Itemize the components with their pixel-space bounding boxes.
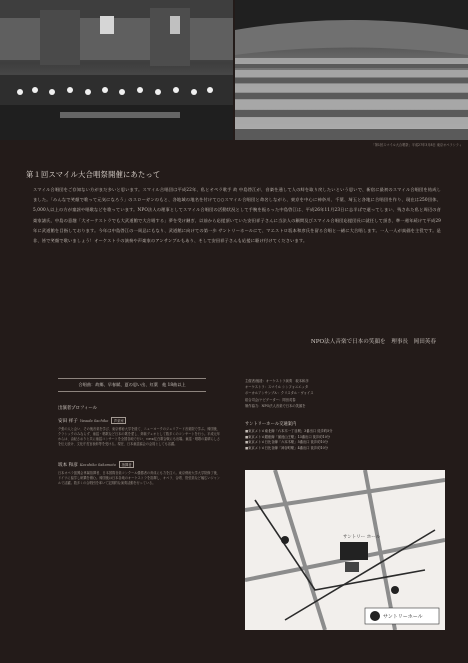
photo-caption: 「第1回スマイル大合唱祭」平成27年3月8日 東京オペラシティ xyxy=(371,143,462,147)
header-photos xyxy=(0,0,468,140)
map-hall-marker-label: サントリー ホール xyxy=(343,535,381,540)
credit-line: オーケストラ：スマイル シンフォニエッタ xyxy=(245,385,309,390)
artist2-bio: 日本オペラ振興会専属指揮者、日本国際音楽コンクール優勝者の育成にも力を注ぐ。東京藝術大学大学院修了後、ドイツに留学し研鑽を積む。帰国後は日本各地のオーケストラを指揮し、オペラ、合唱、管弦楽など幅広いジャンルで活躍。数多くの合唱団を率いて定期的な演奏活動を行っている。 xyxy=(58,471,220,486)
artist2-romaji: Kazuhiko Sakamoto xyxy=(79,463,116,468)
concert-photo-audience xyxy=(235,0,468,140)
artist2-name: 坂本 和彦 xyxy=(58,463,78,469)
map-hall-label: サントリーホール xyxy=(383,614,423,620)
access-map xyxy=(245,470,445,630)
credit-line: 主催者/後援：オーケストラ演奏 坂本和彦 xyxy=(245,379,309,383)
artists-heading: 出演者プロフィール xyxy=(58,406,98,411)
section-title: 第１回スマイル大合唱祭開催にあたって xyxy=(26,170,161,179)
access-line: ■東京メトロ日比谷線「神谷町駅」4番出口 徒歩約10分 xyxy=(245,446,328,451)
event-info xyxy=(245,378,445,452)
credit-line: 制作協力：NPO法人音楽で日本の笑顔を xyxy=(245,403,306,408)
signature: NPO法人音楽で日本の笑顔を 理事長 岡田英春 xyxy=(310,339,436,345)
artist1-role: 声楽家 xyxy=(111,417,126,424)
song-list-box: 合唱曲：故郷、早春賦、夏の思い出、紅葉 他 18曲以上 xyxy=(58,378,206,392)
artist2-name-row xyxy=(58,461,220,468)
artist-profiles xyxy=(58,405,220,486)
map-illustration xyxy=(245,470,445,630)
access-title: サントリーホール交通案内 xyxy=(245,422,297,428)
artist1-name-row xyxy=(58,417,220,424)
main-paragraph: スマイル合唱団をご存知ない方がまだ多いと思います。スマイル合唱団は平成22年、私とオペラ歌手 故 中島啓江が、音楽を通して人の絆を取り戻したいという思いで、新宿に最初のスマイル合唱団を結成しました。「みんなで笑顔で歌って元気になろう」のスローガンのもと、各地域の地名を付けて○○スマイル合唱団と命名しながら、東京を中心に神奈川、千葉、埼玉と各地に合唱団を作り、現在は250団体、5,000人以上の方が童謡や唱歌などを歌っています。NPO法人の理事としてスマイル合唱団の活動状況として手腕を振るった中島啓江は、平成26年11月23日に志半ばで逝ってしまい、残された私と周辺の音楽家諸氏、中島の意趣「大オーケストラでも大武道館で大合唱する」夢を受け継ぎ、以前から応援頂いていた安田祥子さんに当法人の顧問及びスマイル合唱団応援団長に就任して頂き、準一週年続けて平成29年に武道館を目指しております。今年は中島啓江の一周忌にもなり、武道館に向けての第一歩 サントリーホールにて、マエストロ坂本和彦氏を留る合唱と一緒に大合唱します。一人一人が真価を主役です。是非、皆で笑顔で歌いましょう！オーケストラの演奏や声楽家のアンサンブルもあり、そして安田祥子さんも応援に駆け付けてくださいます。 xyxy=(33,188,441,245)
stage-illustration xyxy=(0,0,233,140)
credits-list xyxy=(245,378,445,409)
access-line: ■東京メトロ南北線「六本木一丁目駅」3番出口 徒歩約5分 xyxy=(245,429,333,434)
credit-line: 総合司会/ナビゲーター：岡田英春 xyxy=(245,397,296,402)
artist1-bio: 夕張の人と会い、その後音楽を学び、東京藝術大学を経て、ニューヨークのジュリアード音楽院で学ぶ。帰国後、クラシックのみならず、童謡・唱歌など日本の歌を愛し、姉妹デュオとして数多くのコンサートを行う。平成元年からは、由紀さおりと共に童謡コンサートを全国各地で行い、NHK紅白歌合戦にも出場。童謡・唱歌の素晴らしさを伝え続け、文化庁長官表彰等を受ける。現在、日本童謡協会の会員としても活躍。 xyxy=(58,427,220,447)
access-list xyxy=(245,429,445,452)
audience-illustration xyxy=(235,0,468,140)
artist1-romaji: Yasuda Sachiko xyxy=(79,419,109,423)
artist2-role: 指揮者 xyxy=(119,461,134,468)
credit-line: ボーカルアンサンブル：クリスタル・ヴォイス xyxy=(245,391,314,396)
concert-photo-stage xyxy=(0,0,233,140)
access-line: ■東京メトロ日比谷線「六本木駅」5番出口 徒歩約10分 xyxy=(245,440,328,445)
artist1-name: 安田 祥子 xyxy=(58,419,78,424)
access-line: ■東京メトロ銀座線「溜池山王駅」13番出口 徒歩約10分 xyxy=(245,434,331,439)
